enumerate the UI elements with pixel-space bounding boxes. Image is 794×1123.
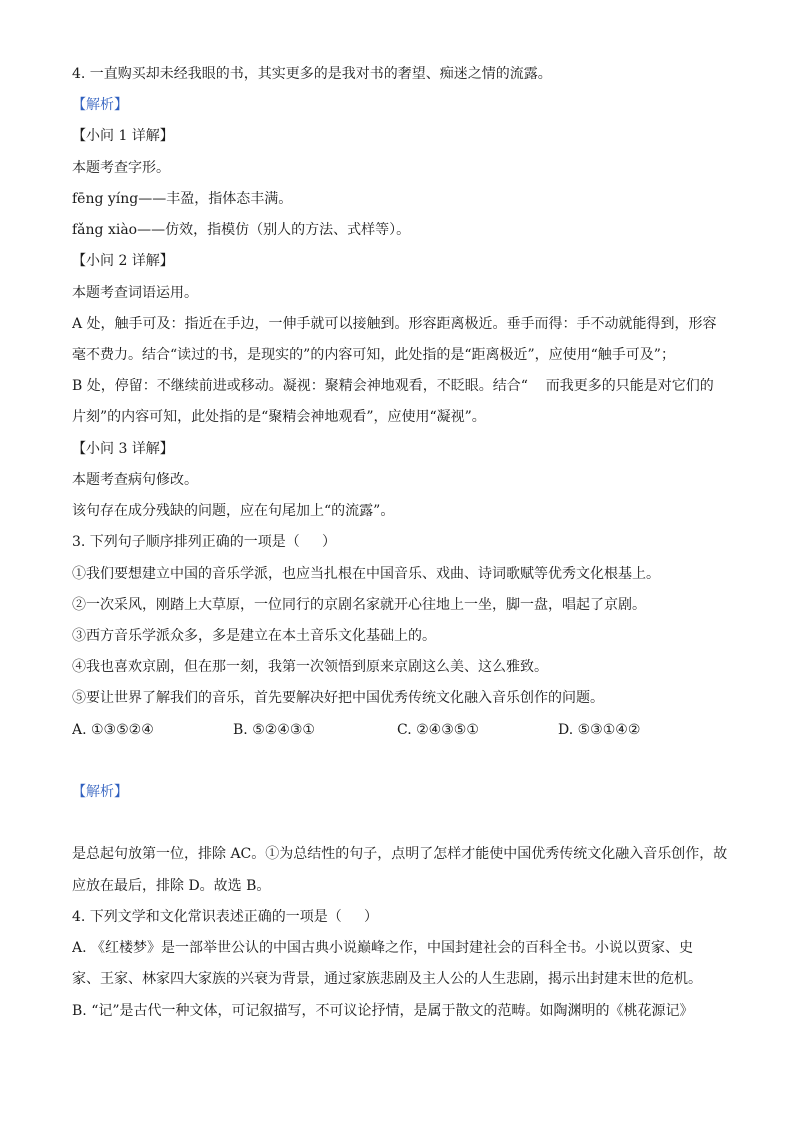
question4-line: B. “记”是古代一种文体，可记叙描写，不可议论抒情，是属于散文的范畴。如陶渊明的《桃花源记》: [72, 1002, 694, 1019]
question3-stem: 3. 下列句子顺序排列正确的一项是（ ）: [72, 534, 337, 551]
sub2-line: 片刻”的内容可知，此处指的是“聚精会神地观看”，应使用“凝视”。: [72, 409, 486, 426]
option-c: C. ②④③⑤①: [397, 721, 479, 738]
sub3-heading: 【小问 3 详解】: [72, 440, 174, 457]
sub2-line: A 处，触手可及：指近在手边，一伸手就可以接触到。形容距离极近。垂手而得：手不动就能得到，形容: [72, 315, 717, 332]
detail-line: 应放在最后，排除 D。故选 B。: [72, 877, 271, 894]
question3-sentence: ②一次采风，刚踏上大草原，一位同行的京剧名家就开心往地上一坐，脚一盘，唱起了京剧。: [72, 596, 646, 613]
option-b: B. ⑤②④③①: [233, 721, 315, 738]
sub2-line: 本题考查词语运用。: [72, 284, 198, 301]
sub1-line: 本题考查字形。: [72, 159, 170, 176]
sub1-line: fǎng xiào——仿效，指模仿（别人的方法、式样等）。: [72, 222, 411, 239]
question3-sentence: ①我们要想建立中国的音乐学派，也应当扎根在中国音乐、戏曲、诗词歌赋等优秀文化根基上。: [72, 565, 660, 582]
document-page: [72, 59, 732, 1027]
question3-sentence: ③西方音乐学派众多，多是建立在本土音乐文化基础上的。: [72, 627, 436, 644]
prev-answer-line: 4. 一直购买却未经我眼的书，其实更多的是我对书的奢望、痴迷之情的流露。: [72, 66, 552, 82]
analysis-label: 【解析】: [72, 97, 128, 114]
analysis-label: 【解析】: [72, 784, 128, 801]
answer-line: [72, 746, 732, 777]
sub2-heading: 【小问 2 详解】: [72, 253, 174, 270]
sub2-line: 毫不费力。结合“读过的书，是现实的”的内容可知，此处指的是“距离极近”，应使用“触手可及”；: [72, 346, 675, 363]
sub1-line: fēng yíng——丰盈，指体态丰满。: [72, 190, 293, 207]
question4-line: 家、王家、林家四大家族的兴衰为背景，通过家族悲剧及主人公的人生悲剧，揭示出封建末世的危机。: [72, 971, 702, 988]
sub1-heading: 【小问 1 详解】: [72, 128, 174, 145]
sub3-line: 本题考查病句修改。: [72, 471, 198, 488]
detail-line: 是总起句放第一位，排除 AC。①为总结性的句子，点明了怎样才能使中国优秀传统文化融入音乐创作，故: [72, 846, 728, 863]
option-a: A. ①③⑤②④: [72, 721, 154, 738]
question4-line: A. 《红楼梦》是一部举世公认的中国古典小说巅峰之作，中国封建社会的百科全书。小说以贾家、史: [72, 940, 694, 957]
question3-sentence: ⑤要让世界了解我们的音乐，首先要解决好把中国优秀传统文化融入音乐创作的问题。: [72, 690, 604, 707]
sub3-line: 该句存在成分残缺的问题，应在句尾加上“的流露”。: [72, 503, 395, 520]
question4-stem: 4. 下列文学和文化常识表述正确的一项是（ ）: [72, 908, 379, 925]
option-d: D. ⑤③①④②: [558, 721, 641, 738]
sub2-line: B 处，停留：不继续前进或移动。凝视：聚精会神地观看，不眨眼。结合“ 而我更多的只能是对它们的: [72, 378, 714, 395]
question3-sentence: ④我也喜欢京剧，但在那一刻，我第一次领悟到原来京剧这么美、这么雅致。: [72, 659, 548, 676]
question3-options: [72, 715, 732, 746]
detail-line: [72, 808, 732, 839]
